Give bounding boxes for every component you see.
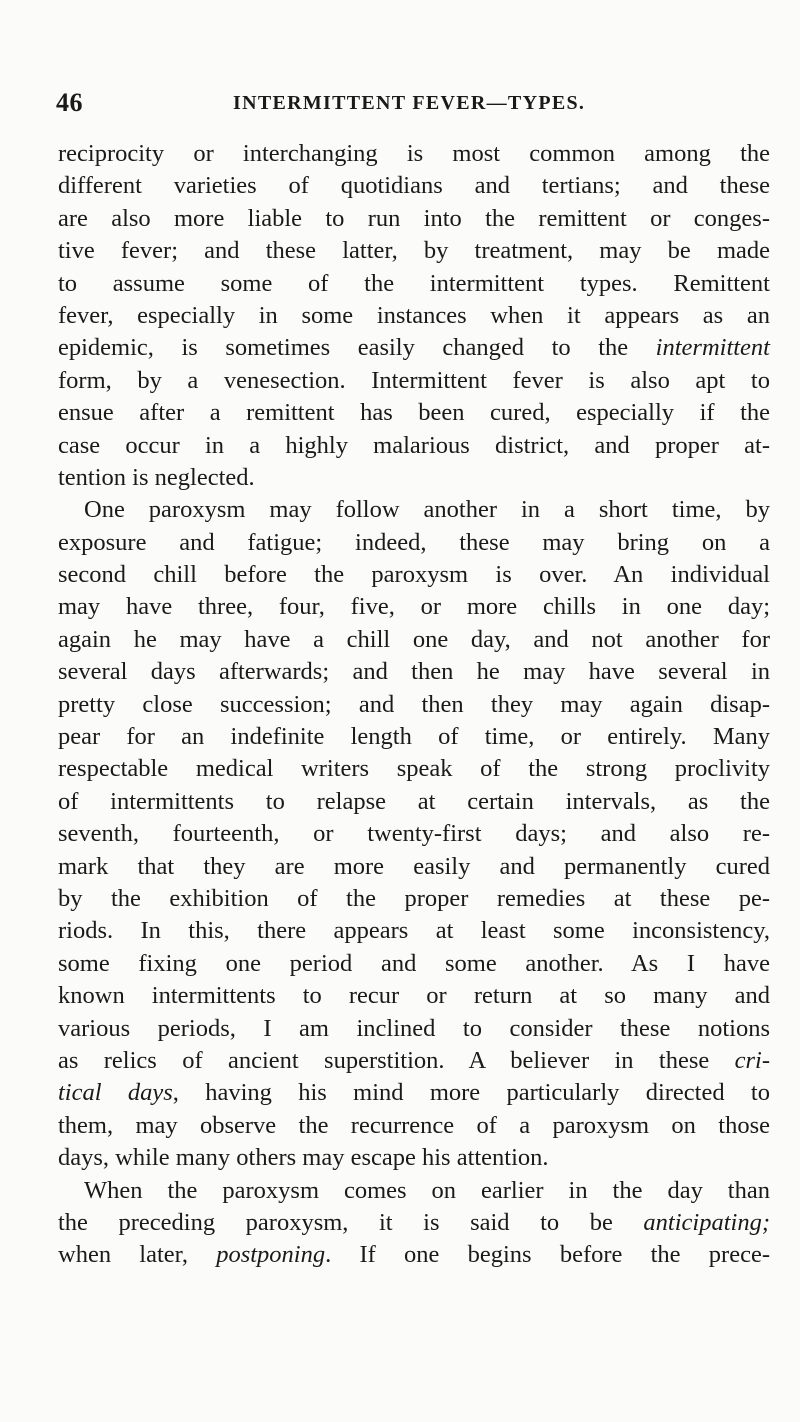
page-number: 46 [56,88,83,117]
text-line [58,559,770,591]
text-segment: tention is neglected. [58,463,255,491]
text-segment: days, while many others may escape his attention. [58,1144,549,1172]
text-segment: known intermittents to recur or return at so many and [58,982,770,1010]
text-segment: case occur in a highly malarious district, and proper at- [58,431,770,459]
text-line [58,753,770,785]
text-line [58,1239,770,1271]
text-line [58,786,770,818]
text-line [58,851,770,883]
text-segment: to assume some of the intermittent types. Remittent [58,269,770,297]
text-line [58,365,770,397]
text-line [58,203,770,235]
text-line [58,818,770,850]
text-segment: ensue after a remittent has been cured, especially if the [58,399,770,427]
text-line [58,462,770,494]
text-line [58,300,770,332]
text-line [58,883,770,915]
text-segment: the preceding paroxysm, it is said to be [58,1208,644,1236]
text-line [58,430,770,462]
text-line [58,235,770,267]
text-segment: exposure and fatigue; indeed, these may bring on a [58,528,770,556]
text-segment: second chill before the paroxysm is over. An individual [58,561,770,589]
text-line [58,689,770,721]
text-line [58,1110,770,1142]
text-line [58,1077,770,1109]
text-line [58,1045,770,1077]
text-line [58,494,770,526]
text-segment: tive fever; and these latter, by treatment, may be made [58,237,770,265]
italic-text: intermittent [655,334,770,362]
italic-text: tical days [58,1079,173,1107]
text-segment: different varieties of quotidians and tertians; and these [58,172,770,200]
text-segment: . If one begins before the prece- [325,1241,770,1269]
text-segment: of intermittents to relapse at certain intervals, as the [58,787,770,815]
text-segment: form, by a venesection. Intermittent fever is also apt to [58,366,770,394]
text-segment: pear for an indefinite length of time, or entirely. Many [58,723,770,751]
text-segment: may have three, four, five, or more chills in one day; [58,593,770,621]
italic-text: anticipating; [643,1208,770,1236]
italic-text: cri- [734,1046,770,1074]
text-line [58,915,770,947]
text-segment: as relics of ancient superstition. A believer in these [58,1046,735,1074]
text-segment: pretty close succession; and then they may again disap- [58,690,770,718]
text-line [58,1175,770,1207]
text-segment: by the exhibition of the proper remedies at these pe- [58,884,770,912]
text-segment: epidemic, is sometimes easily changed to the [58,334,656,362]
text-segment: seventh, fourteenth, or twenty-first days; and also re- [58,820,770,848]
text-line [58,138,770,170]
text-segment: various periods, I am inclined to consider these notions [58,1014,770,1042]
text-line [58,948,770,980]
running-head [56,88,756,120]
text-line [58,980,770,1012]
text-line [58,1142,770,1174]
text-segment: several days afterwards; and then he may have several in [58,658,770,686]
running-title: INTERMITTENT FEVER—TYPES. [233,92,586,114]
text-segment: mark that they are more easily and permanently cured [58,852,770,880]
text-line [58,721,770,753]
text-segment: again he may have a chill one day, and not another for [58,625,770,653]
text-segment: are also more liable to run into the remittent or conges- [58,204,770,232]
text-segment: some fixing one period and some another. As I have [58,949,770,977]
text-line [58,1013,770,1045]
text-line [58,527,770,559]
text-line [58,170,770,202]
text-segment: when later, [58,1241,217,1269]
text-segment: One paroxysm may follow another in a short time, by [84,496,770,524]
italic-text: postponing [216,1241,326,1269]
body-text [58,138,770,1272]
text-line [58,656,770,688]
text-segment: riods. In this, there appears at least some inconsistency, [58,917,770,945]
text-line [58,397,770,429]
text-segment: them, may observe the recurrence of a paroxysm on those [58,1111,770,1139]
text-segment: When the paroxysm comes on earlier in the day than [84,1176,770,1204]
text-line [58,1207,770,1239]
text-line [58,624,770,656]
text-segment: reciprocity or interchanging is most common among the [58,140,770,167]
text-line [58,591,770,623]
text-line [58,332,770,364]
text-segment: fever, especially in some instances when it appears as an [58,301,770,329]
text-segment: respectable medical writers speak of the strong proclivity [58,755,770,783]
text-line [58,268,770,300]
text-segment: , having his mind more particularly directed to [172,1079,770,1107]
